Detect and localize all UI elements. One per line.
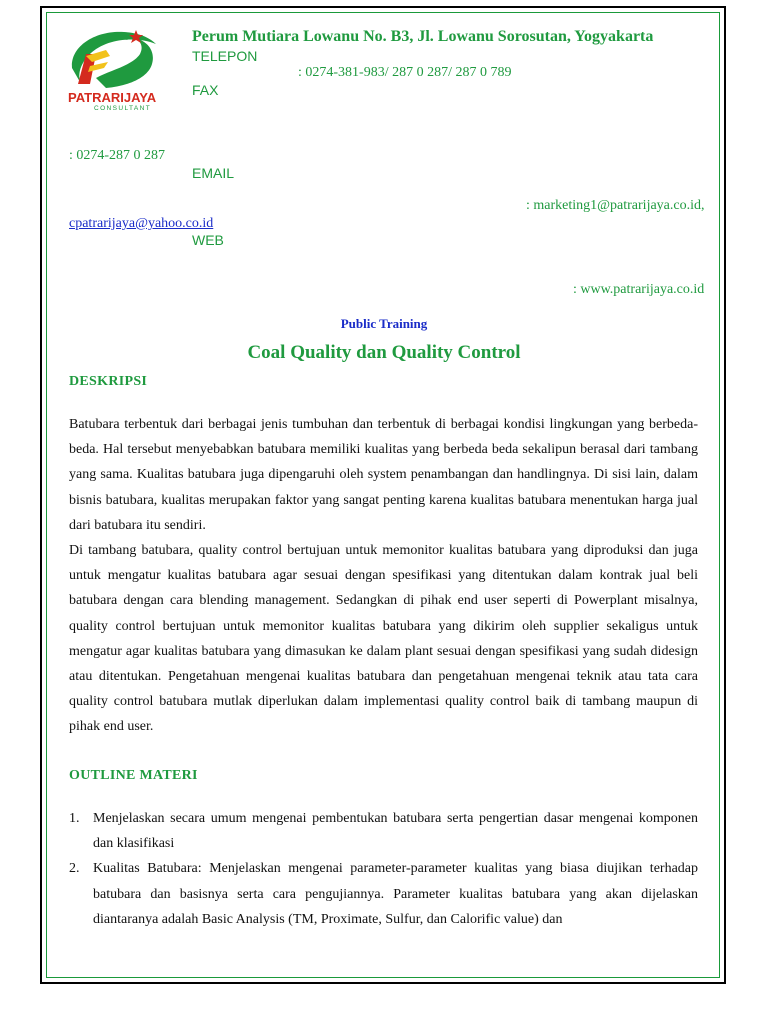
outline-list <box>69 806 698 932</box>
list-item-text: Menjelaskan secara umum mengenai pembentukan batubara serta pengertian dasar mengenai komponen dan klasifikasi <box>93 811 698 852</box>
list-item-number: 2. <box>69 861 80 877</box>
list-item-number: 1. <box>69 811 80 826</box>
web-label: WEB <box>192 232 224 248</box>
telepon-value: : 0274-381-983/ 287 0 287/ 287 0 789 <box>298 65 512 80</box>
email-label: EMAIL <box>192 165 235 181</box>
logo-text: PATRARIJAYA <box>68 90 157 105</box>
outline-heading: OUTLINE MATERI <box>69 768 198 783</box>
telepon-label: TELEPON <box>192 48 258 64</box>
deskripsi-paragraph-1: Batubara terbentuk dari berbagai jenis tumbuhan dan terbentuk di berbagai kondisi lingkungan yang berbeda-beda. Hal tersebut menyebabkan batubara memiliki kualitas yang berbeda beda sekalipun berasal dari tambang yang sama. Kualitas batubara juga dipengaruhi oleh system penambangan dan handlingnya. Di sisi lain, dalam bisnis batubara, kualitas merupakan faktor yang sangat penting karena kualitas batubara menentukan harga jual dari batubara itu sendiri. <box>69 417 698 533</box>
deskripsi-heading: DESKRIPSI <box>69 374 148 389</box>
email-value[interactable]: : marketing1@patrarijaya.co.id, <box>526 198 705 213</box>
doc-subtitle: Public Training <box>340 316 428 331</box>
fax-label: FAX <box>192 82 219 98</box>
fax-value: : 0274-287 0 287 <box>69 148 166 163</box>
company-address: Perum Mutiara Lowanu No. B3, Jl. Lowanu Sorosutan, Yogyakarta <box>192 28 654 45</box>
email-alt-link[interactable]: cpatrarijaya@yahoo.co.id <box>69 216 214 231</box>
patrarijaya-logo <box>66 26 170 112</box>
list-item <box>69 856 698 932</box>
list-item <box>69 806 698 856</box>
doc-title: Coal Quality dan Quality Control <box>247 342 521 363</box>
logo-subtext: CONSULTANT <box>94 105 152 112</box>
list-item-text: Kualitas Batubara: Menjelaskan mengenai parameter-parameter kualitas yang biasa diujikan terhadap batubara dan basisnya serta cara pengujiannya. Parameter kualitas batubara yang akan dijelaskan diantaranya adalah Basic Analysis (TM, Proximate, Sulfur, dan Calorific value) dan <box>93 861 698 927</box>
deskripsi-body <box>69 412 698 740</box>
web-value[interactable]: : www.patrarijaya.co.id <box>573 282 705 297</box>
deskripsi-paragraph-2: Di tambang batubara, quality control bertujuan untuk memonitor kualitas batubara yang diproduksi dan juga untuk mengatur kualitas batubara agar sesuai dengan spesifikasi yang ditentukan dalam kontrak jual beli batubara dengan cara blending management. Sedangkan di pihak end user seperti di Powerplant misalnya, quality control bertujuan untuk memonitor kualitas batubara yang dikirim oleh supplier sekaligus untuk mengatur agar kualitas batubara yang dimasukan ke dalam plant sesuai dengan spesifikasi yang sudah didesign atau ditentukan. Pengetahuan mengenai kualitas batubara dan pengetahuan mengenai teknik atau tata cara quality control batubara mutlak diperlukan dalam implementasi quality control baik di tambang maupun di pihak end user. <box>69 543 698 735</box>
